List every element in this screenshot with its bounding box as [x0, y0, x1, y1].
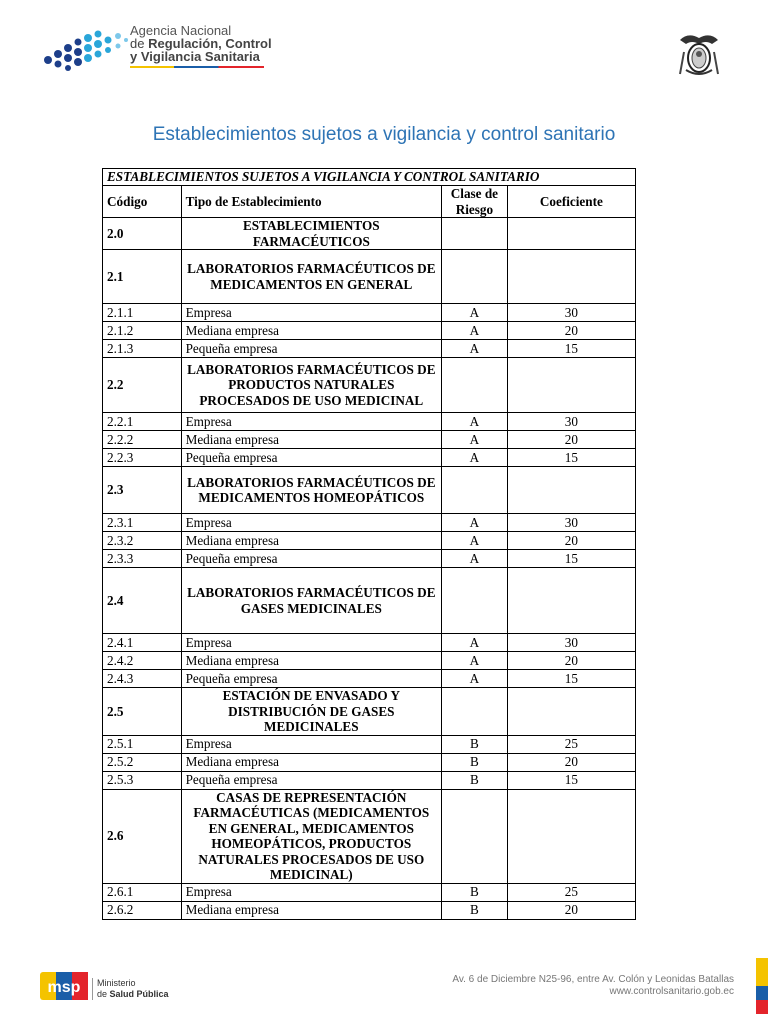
msp-logo-icon: [40, 966, 88, 1004]
group-risk: [442, 467, 508, 514]
row-type: Mediana empresa: [181, 753, 441, 771]
row-coef: 30: [507, 514, 635, 532]
row-coef: 20: [507, 322, 635, 340]
table-row: [103, 514, 636, 532]
group-code: 2.4: [103, 568, 182, 634]
row-type: Pequeña empresa: [181, 449, 441, 467]
table-row: [103, 340, 636, 358]
group-code: 2.6: [103, 789, 182, 883]
group-row: [103, 789, 636, 883]
row-risk: B: [442, 883, 508, 901]
row-risk: B: [442, 901, 508, 919]
group-row: [103, 688, 636, 736]
ecuador-flag-stripe-icon: [756, 958, 768, 1014]
row-coef: 20: [507, 431, 635, 449]
row-type: Empresa: [181, 413, 441, 431]
agency-name: [130, 24, 272, 68]
row-code: 2.6.2: [103, 901, 182, 919]
table-row: [103, 304, 636, 322]
group-row: [103, 467, 636, 514]
table-row: [103, 753, 636, 771]
table-row: [103, 550, 636, 568]
table-row: [103, 735, 636, 753]
group-type: ESTABLECIMIENTOS FARMACÉUTICOS: [181, 218, 441, 250]
row-risk: B: [442, 753, 508, 771]
row-code: 2.5.3: [103, 771, 182, 789]
row-coef: 15: [507, 670, 635, 688]
row-type: Pequeña empresa: [181, 771, 441, 789]
row-type: Pequeña empresa: [181, 550, 441, 568]
group-coef: [507, 568, 635, 634]
table-row: [103, 532, 636, 550]
row-code: 2.3.1: [103, 514, 182, 532]
table-row: [103, 901, 636, 919]
row-risk: A: [442, 340, 508, 358]
row-risk: A: [442, 322, 508, 340]
row-type: Empresa: [181, 883, 441, 901]
row-code: 2.1.2: [103, 322, 182, 340]
row-type: Mediana empresa: [181, 322, 441, 340]
row-coef: 15: [507, 771, 635, 789]
row-risk: A: [442, 670, 508, 688]
group-row: [103, 250, 636, 304]
group-code: 2.5: [103, 688, 182, 736]
row-risk: B: [442, 771, 508, 789]
row-coef: 15: [507, 449, 635, 467]
row-coef: 25: [507, 883, 635, 901]
group-type: ESTACIÓN DE ENVASADO Y DISTRIBUCIÓN DE GASES MEDICINALES: [181, 688, 441, 736]
table-header-row: [103, 186, 636, 218]
group-coef: [507, 218, 635, 250]
row-coef: 15: [507, 550, 635, 568]
address-text: Av. 6 de Diciembre N25-96, entre Av. Colón y Leonidas Batallas: [452, 974, 734, 985]
group-code: 2.3: [103, 467, 182, 514]
row-risk: A: [442, 652, 508, 670]
row-type: Mediana empresa: [181, 431, 441, 449]
table-row: [103, 413, 636, 431]
row-risk: A: [442, 532, 508, 550]
row-type: Empresa: [181, 634, 441, 652]
row-code: 2.2.1: [103, 413, 182, 431]
row-risk: A: [442, 634, 508, 652]
ecuador-coat-of-arms-icon: [676, 30, 722, 78]
row-type: Empresa: [181, 304, 441, 322]
table-caption: ESTABLECIMIENTOS SUJETOS A VIGILANCIA Y CONTROL SANITARIO: [103, 169, 636, 186]
group-risk: [442, 358, 508, 413]
group-coef: [507, 250, 635, 304]
row-code: 2.1.1: [103, 304, 182, 322]
row-type: Pequeña empresa: [181, 340, 441, 358]
row-coef: 25: [507, 735, 635, 753]
header-risk: Clase de Riesgo: [442, 186, 508, 218]
row-code: 2.2.3: [103, 449, 182, 467]
row-risk: A: [442, 304, 508, 322]
row-coef: 30: [507, 634, 635, 652]
row-coef: 20: [507, 901, 635, 919]
row-code: 2.2.2: [103, 431, 182, 449]
row-coef: 30: [507, 413, 635, 431]
row-coef: 20: [507, 652, 635, 670]
group-coef: [507, 467, 635, 514]
flag-color-bar: [130, 66, 264, 68]
agency-line2: de Regulación, Control: [130, 36, 272, 51]
table-row: [103, 670, 636, 688]
group-type: CASAS DE REPRESENTACIÓN FARMACÉUTICAS (MEDICAMENTOS EN GENERAL, MEDICAMENTOS HOMEOPÁTICOS, PRODUCTOS NATURALES PROCESADOS DE USO MEDICINAL): [181, 789, 441, 883]
header-type: Tipo de Establecimiento: [181, 186, 441, 218]
page-title: Establecimientos sujetos a vigilancia y control sanitario: [152, 124, 616, 145]
row-type: Mediana empresa: [181, 901, 441, 919]
group-type: LABORATORIOS FARMACÉUTICOS DE MEDICAMENTOS HOMEOPÁTICOS: [181, 467, 441, 514]
website-link[interactable]: www.controlsanitario.gob.ec: [609, 986, 734, 997]
group-risk: [442, 218, 508, 250]
row-type: Mediana empresa: [181, 652, 441, 670]
group-row: [103, 218, 636, 250]
establishments-table: [102, 168, 636, 920]
table-row: [103, 449, 636, 467]
row-type: Empresa: [181, 735, 441, 753]
row-risk: A: [442, 514, 508, 532]
group-code: 2.1: [103, 250, 182, 304]
row-type: Mediana empresa: [181, 532, 441, 550]
group-code: 2.0: [103, 218, 182, 250]
msp-logo-text: msp: [47, 979, 81, 996]
arcsa-dots-logo-icon: [42, 26, 130, 72]
group-risk: [442, 688, 508, 736]
group-type: LABORATORIOS FARMACÉUTICOS DE GASES MEDICINALES: [181, 568, 441, 634]
row-type: Pequeña empresa: [181, 670, 441, 688]
row-code: 2.1.3: [103, 340, 182, 358]
row-code: 2.3.2: [103, 532, 182, 550]
table-row: [103, 883, 636, 901]
group-risk: [442, 789, 508, 883]
row-risk: A: [442, 449, 508, 467]
header-coef: Coeficiente: [507, 186, 635, 218]
table-row: [103, 771, 636, 789]
row-coef: 15: [507, 340, 635, 358]
table-row: [103, 322, 636, 340]
row-code: 2.5.1: [103, 735, 182, 753]
ministry-name: Ministerio de Salud Pública: [92, 978, 169, 1000]
table-row: [103, 431, 636, 449]
group-coef: [507, 688, 635, 736]
row-code: 2.5.2: [103, 753, 182, 771]
row-coef: 20: [507, 753, 635, 771]
group-row: [103, 568, 636, 634]
table-caption-row: [103, 169, 636, 186]
row-code: 2.4.1: [103, 634, 182, 652]
row-code: 2.4.3: [103, 670, 182, 688]
group-code: 2.2: [103, 358, 182, 413]
agency-logo: [42, 23, 272, 72]
group-coef: [507, 358, 635, 413]
row-code: 2.3.3: [103, 550, 182, 568]
row-coef: 20: [507, 532, 635, 550]
row-code: 2.6.1: [103, 883, 182, 901]
group-risk: [442, 568, 508, 634]
group-risk: [442, 250, 508, 304]
row-risk: A: [442, 550, 508, 568]
footer-address: [452, 974, 734, 998]
table-row: [103, 652, 636, 670]
header-code: Código: [103, 186, 182, 218]
table-row: [103, 634, 636, 652]
group-type: LABORATORIOS FARMACÉUTICOS DE MEDICAMENTOS EN GENERAL: [181, 250, 441, 304]
group-type: LABORATORIOS FARMACÉUTICOS DE PRODUCTOS NATURALES PROCESADOS DE USO MEDICINAL: [181, 358, 441, 413]
group-coef: [507, 789, 635, 883]
agency-line1: Agencia Nacional: [130, 23, 232, 38]
row-risk: B: [442, 735, 508, 753]
agency-line3: y Vigilancia Sanitaria: [130, 49, 260, 64]
ministry-logo: [40, 966, 170, 1004]
row-risk: A: [442, 413, 508, 431]
row-risk: A: [442, 431, 508, 449]
row-coef: 30: [507, 304, 635, 322]
row-code: 2.4.2: [103, 652, 182, 670]
group-row: [103, 358, 636, 413]
row-type: Empresa: [181, 514, 441, 532]
